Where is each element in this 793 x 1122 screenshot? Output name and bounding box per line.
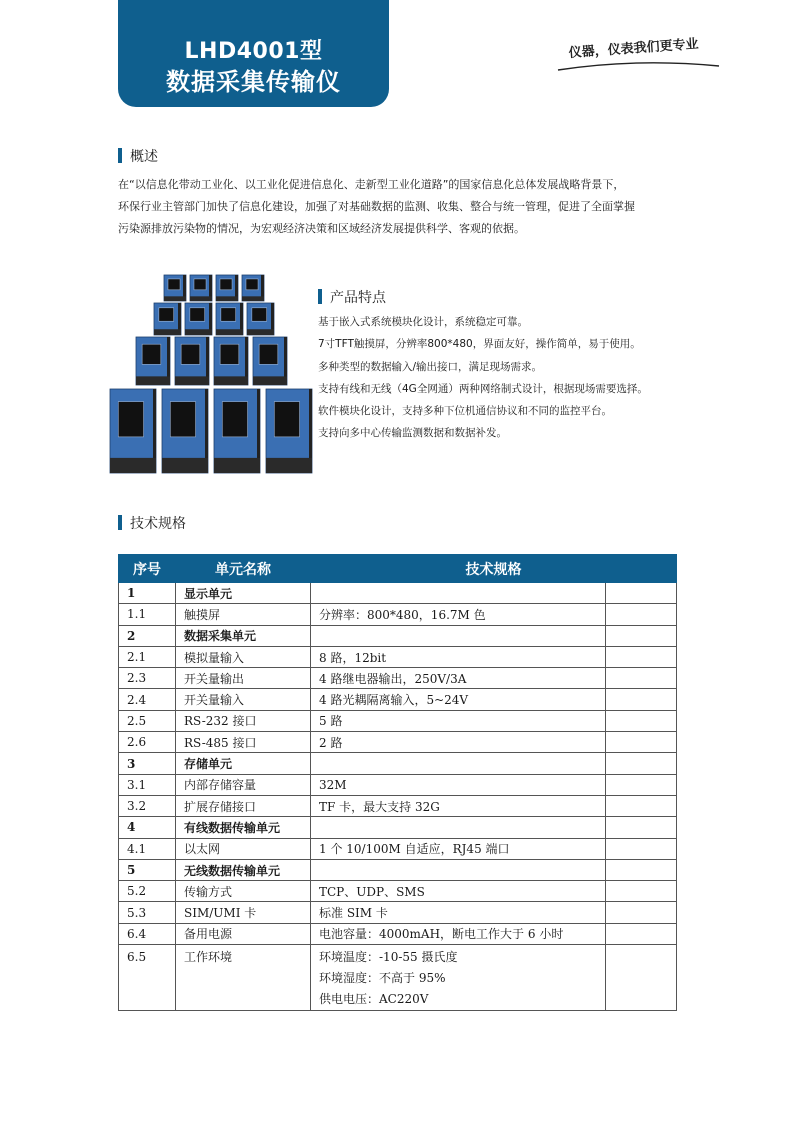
table-group-row bbox=[119, 817, 677, 838]
product-name: 数据采集传输仪 bbox=[166, 68, 341, 96]
table-row bbox=[119, 923, 677, 944]
device-unit bbox=[154, 303, 181, 335]
cell-no: 2.3 bbox=[119, 668, 176, 689]
cell-extra bbox=[606, 646, 677, 667]
device-unit bbox=[242, 275, 264, 301]
cell-extra bbox=[606, 923, 677, 944]
product-model: LHD4001型 bbox=[184, 39, 323, 64]
cell-no: 2.6 bbox=[119, 732, 176, 753]
table-row bbox=[119, 881, 677, 902]
cell-extra bbox=[606, 945, 677, 1011]
cell-extra bbox=[606, 753, 677, 774]
device-unit bbox=[247, 303, 274, 335]
features-heading bbox=[318, 287, 386, 307]
table-row bbox=[119, 604, 677, 625]
cell-extra bbox=[606, 838, 677, 859]
overview-line: 污染源排放污染物的情况，为宏观经济决策和区域经济发展提供科学、客观的依据。 bbox=[118, 222, 525, 235]
cell-extra bbox=[606, 625, 677, 646]
specs-heading-text: 技术规格 bbox=[130, 516, 186, 532]
device-unit bbox=[175, 337, 209, 385]
device-unit bbox=[190, 275, 212, 301]
spec-line: 环境湿度：不高于 95% bbox=[319, 971, 446, 986]
cell-spec: 4 路光耦隔离输入，5~24V bbox=[311, 689, 606, 710]
cell-no: 5 bbox=[119, 859, 176, 880]
product-photo bbox=[106, 271, 320, 486]
cell-spec: 4 路继电器输出，250V/3A bbox=[311, 668, 606, 689]
device-unit bbox=[266, 389, 312, 473]
feature-item: 7寸TFT触摸屏，分辨率800*480，界面友好，操作简单，易于使用。 bbox=[318, 338, 641, 351]
heading-bar bbox=[118, 515, 122, 530]
cell-no: 2.1 bbox=[119, 646, 176, 667]
table-row bbox=[119, 710, 677, 731]
device-unit bbox=[216, 303, 243, 335]
cell-spec bbox=[311, 945, 606, 1011]
table-group-row bbox=[119, 625, 677, 646]
table-row bbox=[119, 838, 677, 859]
cell-name: 内部存储容量 bbox=[176, 774, 311, 795]
cell-name: 显示单元 bbox=[176, 583, 311, 604]
cell-name: 数据采集单元 bbox=[176, 625, 311, 646]
slogan-swoosh bbox=[556, 52, 721, 72]
cell-name: RS-232 接口 bbox=[176, 710, 311, 731]
cell-extra bbox=[606, 881, 677, 902]
cell-no: 6.4 bbox=[119, 923, 176, 944]
table-row bbox=[119, 668, 677, 689]
cell-name: RS-485 接口 bbox=[176, 732, 311, 753]
cell-no: 5.2 bbox=[119, 881, 176, 902]
cell-extra bbox=[606, 604, 677, 625]
cell-extra bbox=[606, 668, 677, 689]
device-unit bbox=[162, 389, 208, 473]
table-row bbox=[119, 902, 677, 923]
overview-heading-text: 概述 bbox=[130, 149, 158, 165]
col-header-no: 序号 bbox=[119, 555, 176, 583]
cell-name: 模拟量输入 bbox=[176, 646, 311, 667]
cell-spec bbox=[311, 817, 606, 838]
overview-line: 在“以信息化带动工业化、以工业化促进信息化、走新型工业化道路”的国家信息化总体发展战略背景下， bbox=[118, 178, 625, 191]
col-header-spec: 技术规格 bbox=[311, 555, 677, 583]
cell-spec: 2 路 bbox=[311, 732, 606, 753]
spec-table bbox=[118, 554, 677, 1011]
cell-no: 3.2 bbox=[119, 795, 176, 816]
device-unit bbox=[164, 275, 186, 301]
cell-extra bbox=[606, 859, 677, 880]
feature-item: 支持有线和无线（4G全网通）两种网络制式设计，根据现场需要选择。 bbox=[318, 382, 648, 395]
title-banner bbox=[118, 0, 389, 107]
cell-extra bbox=[606, 710, 677, 731]
cell-name: 传输方式 bbox=[176, 881, 311, 902]
cell-no: 4 bbox=[119, 817, 176, 838]
table-row bbox=[119, 732, 677, 753]
cell-no: 1.1 bbox=[119, 604, 176, 625]
spec-line: 供电电压：AC220V bbox=[319, 992, 429, 1007]
device-unit bbox=[185, 303, 212, 335]
cell-name: 存储单元 bbox=[176, 753, 311, 774]
cell-no: 2.5 bbox=[119, 710, 176, 731]
cell-spec bbox=[311, 859, 606, 880]
cell-no: 2.4 bbox=[119, 689, 176, 710]
feature-item: 基于嵌入式系统模块化设计，系统稳定可靠。 bbox=[318, 316, 528, 328]
feature-item: 软件模块化设计，支持多种下位机通信协议和不同的监控平台。 bbox=[318, 405, 612, 418]
cell-spec: 标准 SIM 卡 bbox=[311, 902, 606, 923]
table-group-row bbox=[119, 859, 677, 880]
cell-name: SIM/UMI 卡 bbox=[176, 902, 311, 923]
device-unit bbox=[136, 337, 170, 385]
table-row bbox=[119, 689, 677, 710]
cell-spec bbox=[311, 753, 606, 774]
cell-spec bbox=[311, 583, 606, 604]
heading-bar bbox=[318, 289, 322, 304]
spec-line: 环境温度：-10-55 摄氏度 bbox=[319, 950, 458, 965]
cell-no: 6.5 bbox=[119, 945, 176, 1011]
cell-no: 4.1 bbox=[119, 838, 176, 859]
cell-extra bbox=[606, 732, 677, 753]
cell-spec: 1 个 10/100M 自适应，RJ45 端口 bbox=[311, 838, 606, 859]
cell-spec bbox=[311, 625, 606, 646]
table-row bbox=[119, 795, 677, 816]
cell-spec: 32M bbox=[311, 774, 606, 795]
cell-extra bbox=[606, 774, 677, 795]
overview-heading bbox=[118, 146, 158, 166]
cell-no: 2 bbox=[119, 625, 176, 646]
cell-name: 工作环境 bbox=[176, 945, 311, 1011]
device-unit bbox=[110, 389, 156, 473]
cell-spec: 8 路，12bit bbox=[311, 646, 606, 667]
cell-extra bbox=[606, 795, 677, 816]
slogan: 仪器，仪表我们更专业 bbox=[568, 36, 700, 61]
cell-no: 1 bbox=[119, 583, 176, 604]
cell-name: 有线数据传输单元 bbox=[176, 817, 311, 838]
cell-name: 开关量输入 bbox=[176, 689, 311, 710]
specs-heading bbox=[118, 513, 186, 533]
cell-extra bbox=[606, 817, 677, 838]
table-row bbox=[119, 945, 677, 1011]
device-unit bbox=[214, 389, 260, 473]
cell-extra bbox=[606, 902, 677, 923]
feature-item: 支持向多中心传输监测数据和数据补发。 bbox=[318, 427, 507, 440]
overview-line: 环保行业主管部门加快了信息化建设，加强了对基础数据的监测、收集、整合与统一管理，促进了全面掌握 bbox=[118, 200, 635, 213]
cell-spec: TF 卡，最大支持 32G bbox=[311, 795, 606, 816]
table-group-row bbox=[119, 753, 677, 774]
device-unit bbox=[253, 337, 287, 385]
overview-paragraph bbox=[118, 174, 690, 240]
cell-name: 以太网 bbox=[176, 838, 311, 859]
table-row bbox=[119, 646, 677, 667]
heading-bar bbox=[118, 148, 122, 163]
cell-name: 扩展存储接口 bbox=[176, 795, 311, 816]
features-heading-text: 产品特点 bbox=[330, 290, 386, 306]
cell-spec: 分辨率：800*480，16.7M 色 bbox=[311, 604, 606, 625]
table-group-row bbox=[119, 583, 677, 604]
cell-extra bbox=[606, 689, 677, 710]
features-list bbox=[318, 311, 648, 445]
device-unit bbox=[216, 275, 238, 301]
cell-name: 无线数据传输单元 bbox=[176, 859, 311, 880]
cell-no: 3 bbox=[119, 753, 176, 774]
cell-spec: TCP、UDP、SMS bbox=[311, 881, 606, 902]
cell-no: 3.1 bbox=[119, 774, 176, 795]
col-header-name: 单元名称 bbox=[176, 555, 311, 583]
cell-name: 备用电源 bbox=[176, 923, 311, 944]
cell-name: 触摸屏 bbox=[176, 604, 311, 625]
spec-table-header bbox=[119, 555, 677, 583]
feature-item: 多种类型的数据输入/输出接口，满足现场需求。 bbox=[318, 360, 543, 373]
cell-name: 开关量输出 bbox=[176, 668, 311, 689]
device-unit bbox=[214, 337, 248, 385]
cell-spec: 5 路 bbox=[311, 710, 606, 731]
cell-extra bbox=[606, 583, 677, 604]
cell-no: 5.3 bbox=[119, 902, 176, 923]
table-row bbox=[119, 774, 677, 795]
cell-spec: 电池容量：4000mAH，断电工作大于 6 小时 bbox=[311, 923, 606, 944]
